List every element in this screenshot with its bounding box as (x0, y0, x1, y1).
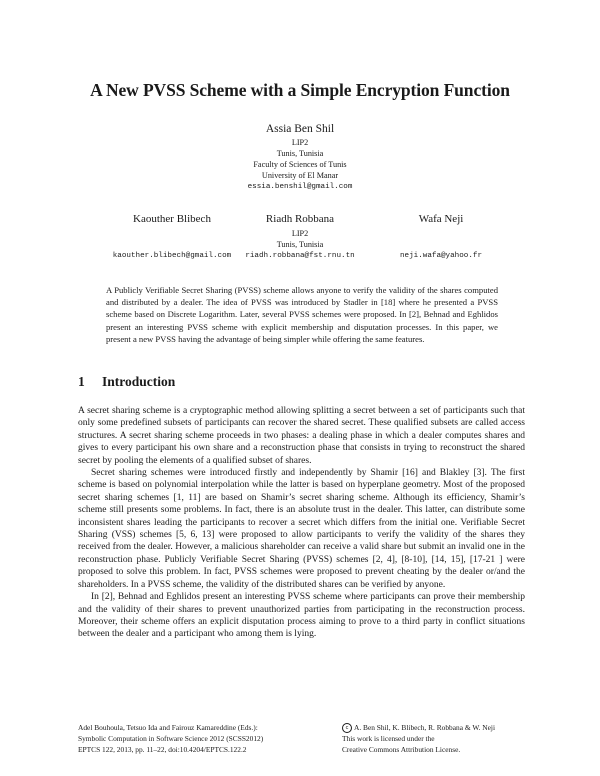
section-heading (78, 374, 175, 390)
author-email[interactable]: neji.wafa@yahoo.fr (399, 252, 483, 260)
author-affiliation: University of El Manar (261, 171, 339, 180)
paragraph: A secret sharing scheme is a cryptographic method allowing splitting a secret between a set of participants such that only some predefined subsets of participants can recover the shared secret. These qualified subsets are called access structures. A secret sharing scheme proceeds in two phases: a dealing phase in which a dealer computes shares and gives to every participant his own share and a reconstruction phase that consists in trying to reconstruct the shared secret by pooling the elements of a qualified subset of shares. (78, 406, 525, 466)
author-email[interactable]: essia.benshil@gmail.com (247, 183, 353, 191)
copyright-line (342, 722, 542, 733)
co-author-block (225, 210, 375, 262)
paragraph: Secret sharing schemes were introduced firstly and independently by Shamir [16] and Blakley [3]. The first scheme is based on polynomial interpolation while the latter is based on hyperplane geometry. Most of the proposed secret sharing schemes [1, 11] are based on Shamir’s secret sharing scheme. Although its efficiency, Shamir’s scheme still presents some problems. In fact, there is an absolute trust in the dealer. This latter, can distribute some inconsistent shares leading the participants to recover a secret which differs from the initial one. Verifiable Secret Sharing (VSS) schemes [5, 6, 13] were proposed to allow participants to verify the validity of the shares they received from the dealer. However, a malicious shareholder can receive a valid share but submit an invalid one in the reconstruction phase. Publicly Verifiable Secret Sharing (PVSS) schemes [2, 4], [8-10], [14, 15], [17-21 ] were proposed to solve this problem. In fact, PVSS schemes were proposed to prevent cheating by the dealer or/and the shareholders. In a PVSS scheme, the validity of the distributed shares can be verified by anyone. (78, 468, 525, 590)
author-name: Wafa Neji (418, 213, 464, 225)
main-author-block (0, 122, 600, 193)
paragraph: In [2], Behnad and Eghlidos present an interesting PVSS scheme where participants can prove their membership and the validity of their shares to prevent unauthorized parties from participating in the reconstruction process. Moreover, their scheme offers an explicit disputation process aiming to prove to a third party in conflict situations between the dealer and a participant who among them is lying. (78, 592, 525, 640)
co-author-block (356, 210, 526, 262)
author-affiliation: Faculty of Sciences of Tunis (253, 160, 347, 169)
footer-line: EPTCS 122, 2013, pp. 11–22, doi:10.4204/EPTCS.122.2 (78, 745, 247, 754)
section-title: Introduction (102, 374, 176, 389)
license-line: This work is licensed under the (342, 734, 435, 744)
author-email[interactable]: riadh.robbana@fst.rnu.tn (245, 252, 355, 260)
author-email[interactable]: kaouther.blibech@gmail.com (112, 252, 232, 260)
author-affiliation: Tunis, Tunisia (276, 240, 324, 249)
copyright-holders: A. Ben Shil, K. Blibech, R. Robbana & W. Neji (354, 723, 496, 732)
copyright-icon: c (342, 723, 352, 733)
author-name: Assia Ben Shil (265, 123, 335, 135)
author-affiliation: LIP2 (291, 229, 309, 238)
footer-line: Symbolic Computation in Software Science 2012 (SCSS2012) (78, 734, 264, 743)
author-affiliation: LIP2 (291, 138, 309, 147)
section-number: 1 (78, 374, 85, 389)
footer-line: Adel Bouhoula, Tetsuo Ida and Fairouz Kamareddine (Eds.): (78, 723, 258, 732)
license-info (342, 722, 542, 755)
paper-title: A New PVSS Scheme with a Simple Encryption Function (90, 80, 510, 100)
publication-info (78, 722, 318, 755)
author-affiliation: Tunis, Tunisia (276, 149, 324, 158)
author-name: Riadh Robbana (265, 213, 335, 225)
author-name: Kaouther Blibech (133, 213, 211, 225)
abstract: A Publicly Verifiable Secret Sharing (PVSS) scheme allows anyone to verify the validity of the shares computed and distributed by a dealer. The idea of PVSS was introduced by Stadler in [18] where he presented a PVSS scheme based on Discrete Logarithm. Later, several PVSS schemes were proposed. In [2], Behnad and Eghlidos present an interesting PVSS scheme with explicit membership and disputation processes. In this paper, we present a new PVSS having the advantage of being simpler while offering the same features. (106, 285, 498, 344)
section-body (78, 405, 525, 641)
license-link[interactable]: Creative Commons Attribution License. (342, 745, 461, 755)
